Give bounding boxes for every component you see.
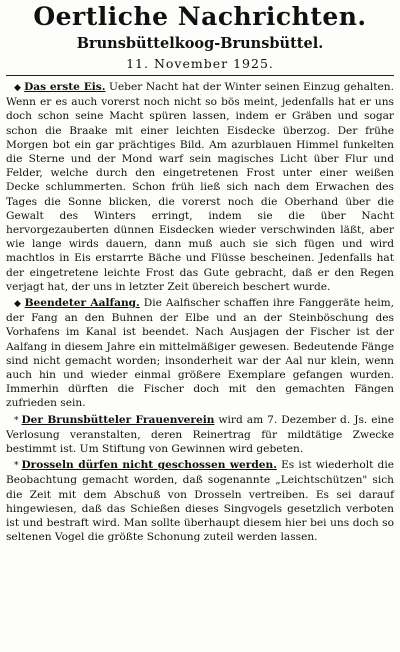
article-headline: Drosseln dürfen nicht geschossen werden. (21, 459, 277, 472)
article-body: Ueber Nacht hat der Winter seinen Einzug gehalten. Wenn er es auch vorerst noch nicht so bös meint, jedenfalls hat er uns doch schon seine Macht spüren lassen, indem er Gräben und sogar schon die Braake mit einer leichten Eisdecke überzog. Der frühe Morgen bot ein gar prächtiges Bild. Am azurblauen Himmel funkelten die Sterne und der Mond warf sein magisches Licht über Flur und Felder, welche durch den eingetretenen Frost unter einer weißen Decke schlummerten. Schon früh ließ sich nach dem Erwachen des Tages die Sonne blicken, die vorerst noch die Oberhand über die Gewalt des Winters erringt, indem sie die über Nacht hervorgezauberten dünnen Eisdecken wieder verschwinden läßt, aber wie lange wirds dauern, dann muß auch sie sich fügen und wird machtlos in Eis erstarrte Bäche und Flüsse bescheinen. Jedenfalls hat der eingetretene leichte Frost das Gute gebracht, daß er den Regen verjagt hat, der uns in letzter Zeit übereich beschert wurde. (6, 81, 394, 293)
article-body: Es ist wiederholt die Beobachtung gemacht worden, daß sogenannte „Leichtschützen" sich die Zeit mit dem Abschuß von Drosseln vertreiben. Es sei darauf hingewiesen, daß das Schießen dieses Singvogels gesetzlich verboten ist und bestraft wird. Man sollte überhaupt diesem hier bei uns doch so seltenen Vogel die größte Schonung zuteil werden lassen. (6, 459, 395, 544)
diamond-bullet-icon: ◆ (14, 299, 22, 310)
article-headline: Das erste Eis. (24, 81, 106, 93)
section-subtitle: Brunsbüttelkoog-Brunsbüttel. (76, 35, 324, 52)
article-headline: Beendeter Aalfang. (24, 297, 140, 310)
article-first-ice (6, 80, 394, 294)
article-body: Die Aalfischer schaffen ihre Fanggeräte heim, der Fang an den Buhnen der Elbe und an der Steinböschung des Vorhafens im Kanal ist beendet. Nach Ausjagen der Fischer ist der Aalfang in diesem Jahre ein mittelmäßiger gewesen. Bedeutende Fänge sind nicht gemacht worden; insonderheit war der Aal nur klein, wenn auch hin und wieder einmal größere Exemplare gefangen wurden. Immerhin dürften die Fischer doch mit den gemachten Fängen zufrieden sein. (6, 297, 395, 410)
article-eel-fishing (6, 296, 394, 411)
article-headline: Der Brunsbütteler Frauenverein (21, 413, 215, 426)
asterisk-bullet-icon: * (14, 415, 19, 426)
article-body: wird am 7. Dezember d. Js. eine Verlosung veranstalten, deren Reinertrag für mildtätige Zwecke bestimmt ist. Um Stiftung von Gewinnen wird gebeten. (6, 413, 395, 456)
section-masthead: Oertliche Nachrichten. (33, 2, 367, 31)
asterisk-bullet-icon: * (14, 461, 19, 472)
article-womens-club (6, 413, 394, 457)
article-thrushes (6, 458, 394, 544)
diamond-bullet-icon: ◆ (14, 83, 22, 93)
divider (6, 75, 394, 76)
dateline: 11. November 1925. (126, 56, 274, 71)
